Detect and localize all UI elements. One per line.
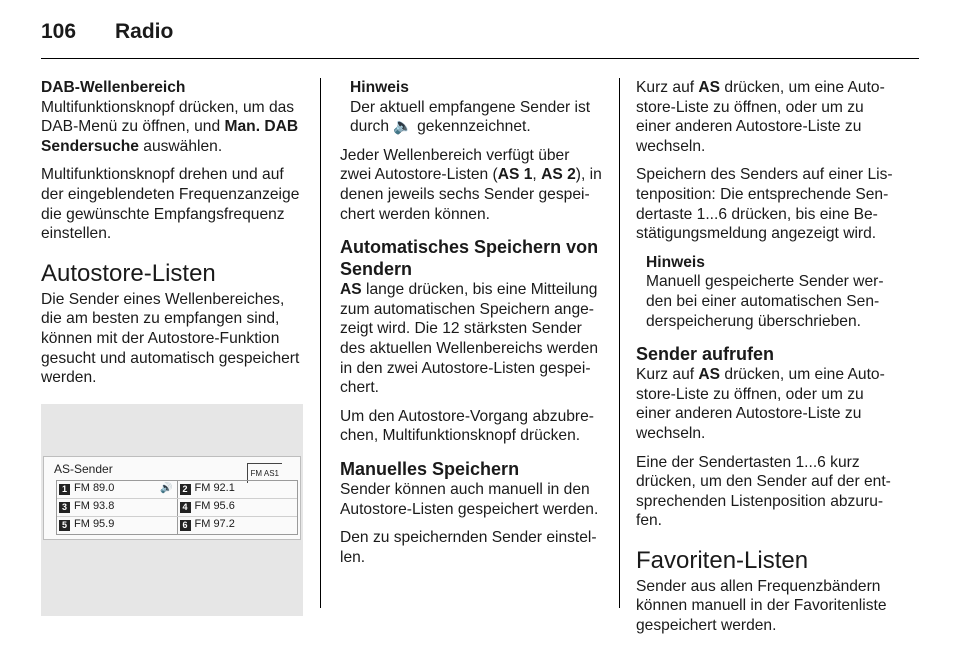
preset-number: 6 — [180, 520, 191, 531]
preset-grid — [56, 480, 298, 535]
preset-label: FM 93.8 — [74, 500, 115, 513]
preset-label: FM 97.2 — [194, 518, 235, 531]
text: Jeder Wellenbereich verfügt über zwei Autostore-Listen ( — [340, 146, 570, 184]
preset-label: FM 95.9 — [74, 518, 115, 531]
dab-paragraph-2: Multifunktionsknopf drehen und auf der eingeblendeten Frequenzanzeige die gewünschte Empfangsfrequenz einstellen. — [41, 166, 300, 243]
column-1 — [41, 78, 303, 616]
text: drücken, um eine Autostore-Liste zu öffnen, oder um zu einer anderen Autostore-Liste zu wechseln. — [636, 79, 885, 155]
header-rule — [41, 58, 919, 59]
as-label: AS — [698, 79, 721, 96]
speaker-icon: 🔈 — [393, 118, 413, 136]
auto-save-paragraph — [340, 280, 602, 398]
band-indicator: FM AS1 — [247, 463, 282, 484]
autostore-lists-paragraph — [340, 146, 602, 224]
hint-box — [340, 78, 602, 137]
preset-number: 4 — [180, 502, 191, 513]
section-title: Radio — [115, 20, 174, 43]
recall-paragraph-2: Eine der Sendertasten 1...6 kurz drücken, um den Sender auf der entsprechenden Listenposition abzurufen. — [636, 453, 891, 530]
column-divider-1 — [320, 78, 321, 608]
hint-text: Der aktuell empfangene Sender ist durch — [350, 98, 591, 136]
manual-save-heading: Manuelles Speichern — [340, 458, 520, 479]
column-2 — [340, 78, 602, 576]
preset-4 — [177, 499, 298, 516]
manual-save-paragraph-1: Sender können auch manuell in den Autostore-Listen gespeichert werden. — [340, 480, 599, 518]
text: Kurz auf — [636, 366, 699, 384]
preset-2 — [177, 481, 298, 498]
preset-6 — [177, 517, 298, 534]
text: ), in denen jeweils sechs Sender gespeichert werden können. — [340, 166, 602, 223]
column-3 — [636, 78, 902, 645]
autostore-paragraph: Die Sender eines Wellenbereiches, die am besten zu empfangen sind, können mit der Autostore-Funktion gesucht und automatisch gespeichert werden. — [41, 290, 300, 387]
open-list-paragraph — [636, 78, 902, 156]
as2-label: AS 2 — [541, 166, 576, 184]
text: lange drücken, bis eine Mitteilung zum automatischen Speichern angezeigt wird. Die 12 stärksten Sender des aktuellen Wellenbereichs werden in den zwei Autostore-Listen gespeichert. — [340, 281, 599, 397]
hint-text: Manuell gespeicherte Sender werden bei einer automatischen Senderspeicherung überschrieben. — [646, 273, 884, 330]
preset-label: FM 89.0 — [74, 482, 115, 495]
favorites-heading: Favoriten-Listen — [636, 546, 809, 574]
screen-title: AS-Sender — [54, 461, 113, 476]
radio-screen — [43, 456, 301, 540]
preset-label: FM 92.1 — [194, 482, 235, 495]
recall-paragraph-1 — [636, 365, 902, 443]
as-label: AS — [340, 281, 362, 299]
dab-text-end: auswählen. — [138, 137, 223, 155]
recall-heading: Sender aufrufen — [636, 344, 775, 365]
as1-label: AS 1 — [497, 166, 533, 184]
page-header — [41, 20, 173, 44]
dab-text: Multifunktionsknopf drücken, um das DAB-Menü zu öffnen, und — [41, 98, 295, 136]
page-number: 106 — [41, 20, 77, 43]
text: drücken, um eine Autostore-Liste zu öffnen, oder um zu einer anderen Autostore-Liste zu wechseln. — [636, 366, 885, 442]
preset-1 — [57, 481, 177, 498]
as-label: AS — [698, 366, 721, 384]
manual-save-paragraph-2: Den zu speichernden Sender einstellen. — [340, 529, 597, 566]
preset-5 — [57, 517, 177, 534]
favorites-paragraph: Sender aus allen Frequenzbändern können manuell in der Favoritenliste gespeichert werden. — [636, 577, 887, 635]
preset-number: 1 — [59, 484, 70, 495]
preset-row — [57, 481, 297, 499]
column-divider-2 — [619, 78, 620, 608]
preset-number: 2 — [180, 484, 191, 495]
radio-display-figure — [41, 404, 303, 616]
hint-title: Hinweis — [646, 253, 705, 271]
dab-subheading: DAB-Wellenbereich — [41, 79, 186, 96]
preset-3 — [57, 499, 177, 516]
text: Kurz auf — [636, 79, 699, 96]
speaker-icon: 🔊 — [160, 483, 173, 495]
preset-row — [57, 499, 297, 517]
auto-save-cancel-paragraph: Um den Autostore-Vorgang abzubrechen, Multifunktionsknopf drücken. — [340, 407, 594, 445]
dab-menu-item: Man. DAB Sendersuche — [41, 118, 299, 155]
hint-text-end: gekennzeichnet. — [412, 118, 531, 136]
text: , — [532, 166, 542, 184]
preset-label: FM 95.6 — [194, 500, 235, 513]
autostore-heading: Autostore-Listen — [41, 259, 216, 287]
auto-save-heading: Automatisches Speichern von Sendern — [340, 237, 599, 280]
preset-row — [57, 517, 297, 534]
preset-number: 3 — [59, 502, 70, 513]
hint-title: Hinweis — [350, 79, 409, 96]
dab-paragraph-1 — [41, 98, 303, 157]
preset-number: 5 — [59, 520, 70, 531]
hint-box — [636, 253, 902, 331]
store-position-paragraph: Speichern des Senders auf einer Listenposition: Die entsprechende Sendertaste 1...6 drücken, bis eine Bestätigungsmeldung angezeigt wird. — [636, 166, 893, 243]
